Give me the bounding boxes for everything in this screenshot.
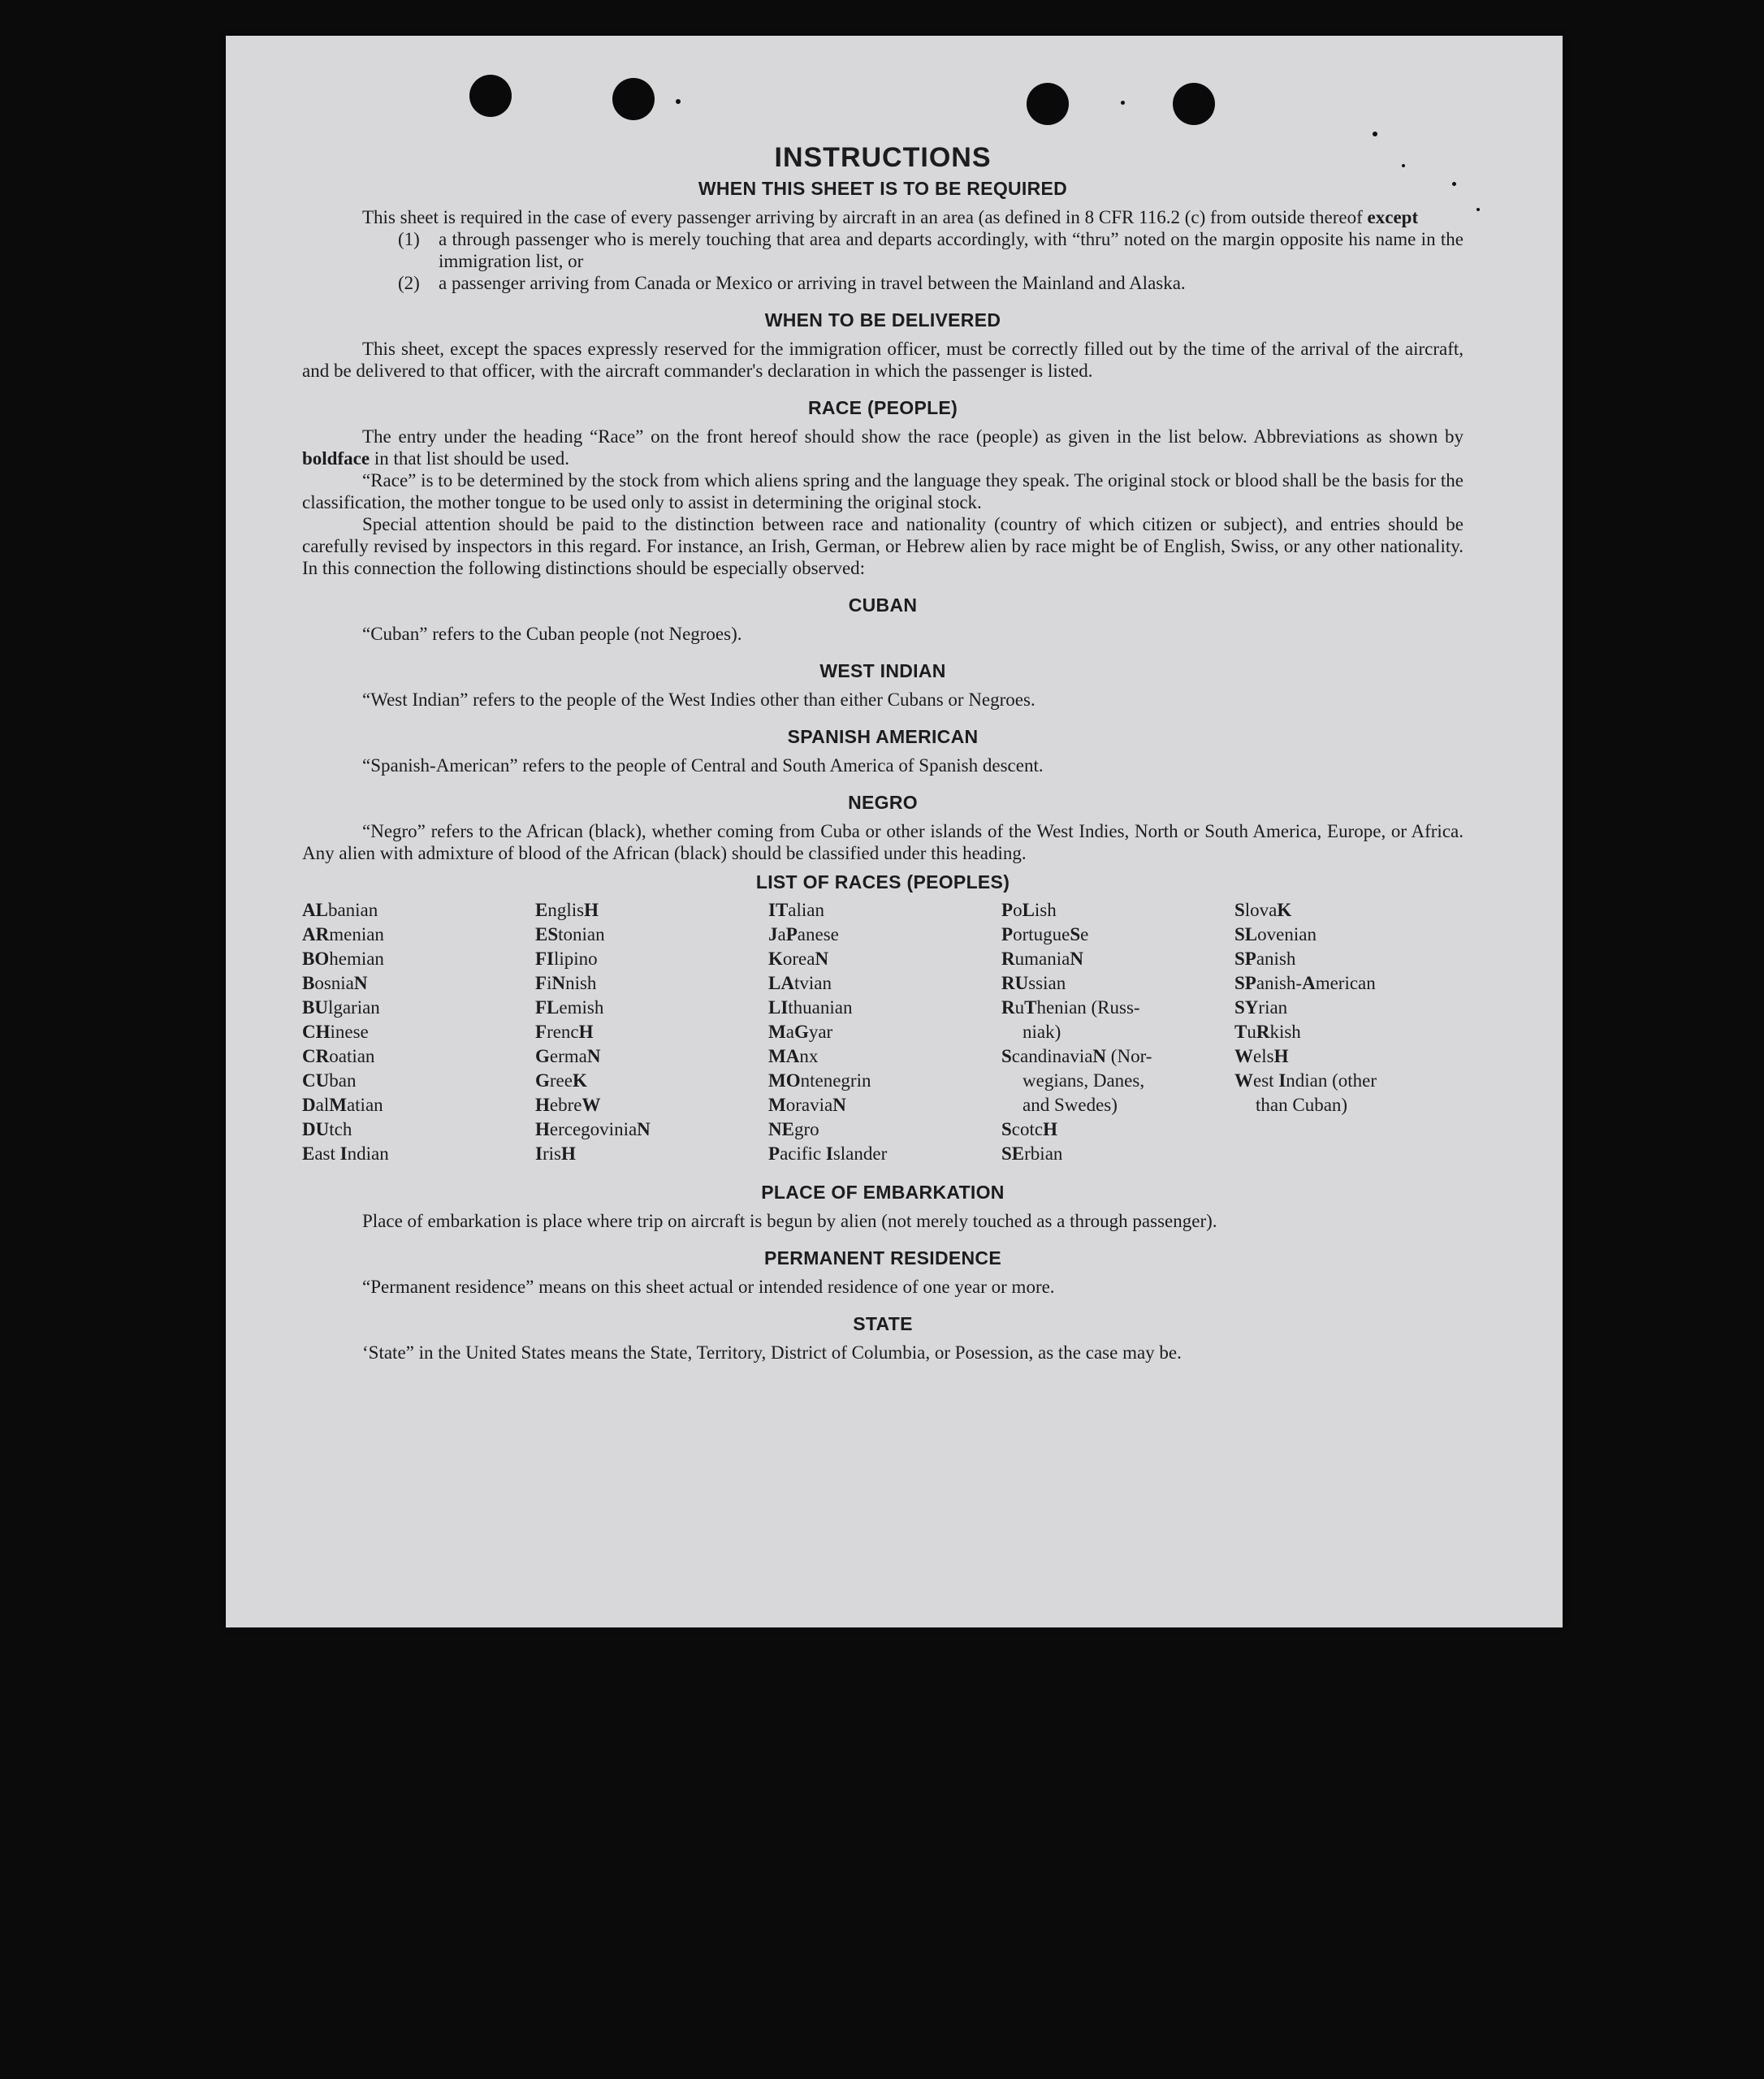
document-page: [226, 36, 1563, 1627]
page-title: INSTRUCTIONS: [774, 142, 992, 173]
race-entry: KoreaN: [768, 949, 829, 969]
list-item: (2) a passenger arriving from Canada or Mexico or arriving in travel between the Mainland and Alaska.: [398, 273, 1186, 293]
race-entry: than Cuban): [1256, 1095, 1348, 1115]
race-entry: NEgro: [768, 1119, 819, 1139]
race-entry: BUlgarian: [302, 997, 380, 1018]
section-when-delivered: [302, 309, 1464, 382]
races-list: [302, 898, 1464, 1166]
race-entry: West Indian (other: [1234, 1070, 1377, 1091]
paragraph: Special attention should be paid to the distinction between race and nationality (country of which citizen or subject), and entries should be carefully revised by inspectors in this regard. For instance, an Irish, German, or Hebrew alien by race might be of English, Swiss, or any other nationality. In this connection the following distinctions should be especially observed:: [302, 514, 1464, 578]
race-entry: East Indian: [302, 1143, 389, 1164]
race-entry: IrisH: [535, 1143, 576, 1164]
race-entry: JaPanese: [768, 924, 839, 944]
speck: [676, 99, 681, 104]
paragraph: “Race” is to be determined by the stock from which aliens spring and the language they speak. The original stock or blood shall be the basis for the classification, the mother tongue to be used only to assist in determining the original stock.: [302, 470, 1464, 512]
instructions-content: [302, 141, 1464, 1378]
race-entry: ScandinaviaN (Nor-: [1001, 1046, 1152, 1066]
race-entry: FiNnish: [535, 973, 597, 993]
race-entry: and Swedes): [1023, 1095, 1118, 1115]
race-entry: SErbian: [1001, 1143, 1063, 1164]
speck: [1121, 101, 1125, 105]
paragraph: “West Indian” refers to the people of the West Indies other than either Cubans or Negroes.: [362, 689, 1035, 710]
race-entry: GreeK: [535, 1070, 587, 1091]
list-of-races-heading: LIST OF RACES (PEOPLES): [755, 871, 1010, 893]
race-entry: GermaN: [535, 1046, 601, 1066]
section-heading: WEST INDIAN: [819, 660, 946, 681]
race-entry: FIlipino: [535, 949, 598, 969]
section-spanish-american: [302, 725, 1464, 776]
race-entry: EStonian: [535, 924, 605, 944]
section-heading: CUBAN: [848, 594, 918, 616]
races-column: [1001, 898, 1234, 1166]
race-entry: FLemish: [535, 997, 604, 1018]
races-column: [302, 898, 535, 1166]
race-entry: MAnx: [768, 1046, 819, 1066]
race-entry: SlovaK: [1234, 900, 1292, 920]
section-heading: NEGRO: [848, 792, 918, 813]
paragraph: “Negro” refers to the African (black), whether coming from Cuba or other islands of the West Indies, North or South America, Europe, or Africa. Any alien with admixture of blood of the African (black) should be classified under this heading.: [302, 821, 1464, 863]
race-entry: CHinese: [302, 1022, 369, 1042]
races-column: [768, 898, 1001, 1166]
race-entry: ITalian: [768, 900, 824, 920]
race-entry: LIthuanian: [768, 997, 853, 1018]
exception-list: [302, 228, 1464, 294]
section-west-indian: [302, 659, 1464, 711]
section-heading: STATE: [853, 1313, 913, 1334]
section-heading: RACE (PEOPLE): [807, 397, 958, 418]
race-entry: HebreW: [535, 1095, 601, 1115]
section-heading: SPANISH AMERICAN: [787, 726, 979, 747]
race-entry: SLovenian: [1234, 924, 1317, 944]
race-entry: MoraviaN: [768, 1095, 846, 1115]
section-heading: WHEN THIS SHEET IS TO BE REQUIRED: [698, 178, 1068, 199]
section-heading: PLACE OF EMBARKATION: [761, 1182, 1005, 1203]
race-entry: WelsH: [1234, 1046, 1289, 1066]
race-entry: Pacific Islander: [768, 1143, 888, 1164]
punch-hole: [1027, 83, 1069, 125]
section-heading: PERMANENT RESIDENCE: [764, 1247, 1001, 1269]
races-column: [535, 898, 768, 1166]
section-heading: WHEN TO BE DELIVERED: [764, 309, 1001, 331]
race-entry: DUtch: [302, 1119, 352, 1139]
race-entry: RuThenian (Russ-: [1001, 997, 1140, 1018]
section-race: [302, 396, 1464, 579]
paragraph: “Permanent residence” means on this sheet actual or intended residence of one year or more.: [362, 1277, 1055, 1297]
race-entry: HercegoviniaN: [535, 1119, 651, 1139]
race-entry: BOhemian: [302, 949, 384, 969]
section-when-required: [302, 177, 1464, 294]
race-entry: ARmenian: [302, 924, 384, 944]
race-entry: ALbanian: [302, 900, 378, 920]
race-entry: DalMatian: [302, 1095, 383, 1115]
race-entry: MOntenegrin: [768, 1070, 871, 1091]
race-entry: CUban: [302, 1070, 357, 1091]
section-negro: [302, 791, 1464, 864]
punch-hole: [469, 75, 512, 117]
paragraph: This sheet is required in the case of every passenger arriving by aircraft in an area (as defined in 8 CFR 116.2 (c) from outside thereof except: [362, 207, 1419, 227]
list-item: (1) a through passenger who is merely touching that area and departs accordingly, with “thru” noted on the margin opposite his name in the immigration list, or: [398, 229, 1464, 271]
race-entry: TuRkish: [1234, 1022, 1301, 1042]
paragraph: “Cuban” refers to the Cuban people (not Negroes).: [362, 624, 742, 644]
races-column: [1234, 898, 1464, 1166]
punch-hole: [1173, 83, 1215, 125]
paragraph: ‘State” in the United States means the State, Territory, District of Columbia, or Posession, as the case may be.: [362, 1342, 1182, 1363]
race-entry: ScotcH: [1001, 1119, 1057, 1139]
paragraph: The entry under the heading “Race” on the front hereof should show the race (people) as given in the list below. Abbreviations as shown by boldface in that list should be used.: [302, 426, 1464, 469]
section-place-of-embarkation: [302, 1181, 1464, 1232]
section-cuban: [302, 594, 1464, 645]
race-entry: SPanish: [1234, 949, 1296, 969]
race-entry: SYrian: [1234, 997, 1288, 1018]
paragraph: “Spanish-American” refers to the people of Central and South America of Spanish descent.: [362, 755, 1044, 776]
race-entry: CRoatian: [302, 1046, 375, 1066]
race-entry: MaGyar: [768, 1022, 833, 1042]
speck: [1373, 132, 1377, 136]
section-state: [302, 1312, 1464, 1364]
race-entry: RUssian: [1001, 973, 1066, 993]
race-entry: PoLish: [1001, 900, 1057, 920]
paragraph: This sheet, except the spaces expressly reserved for the immigration officer, must be correctly filled out by the time of the arrival of the aircraft, and be delivered to that officer, with the aircraft commander's declaration in which the passenger is listed.: [302, 339, 1464, 381]
race-entry: BosniaN: [302, 973, 368, 993]
race-entry: wegians, Danes,: [1023, 1070, 1145, 1091]
speck: [1476, 208, 1480, 211]
race-entry: PortugueSe: [1001, 924, 1089, 944]
race-entry: SPanish-American: [1234, 973, 1376, 993]
race-entry: FrencH: [535, 1022, 594, 1042]
paragraph: Place of embarkation is place where trip on aircraft is begun by alien (not merely touched as a through passenger).: [362, 1211, 1217, 1231]
race-entry: RumaniaN: [1001, 949, 1083, 969]
punch-hole: [612, 78, 655, 120]
race-entry: niak): [1023, 1022, 1061, 1042]
race-entry: LAtvian: [768, 973, 832, 993]
section-permanent-residence: [302, 1247, 1464, 1298]
race-entry: EnglisH: [535, 900, 599, 920]
